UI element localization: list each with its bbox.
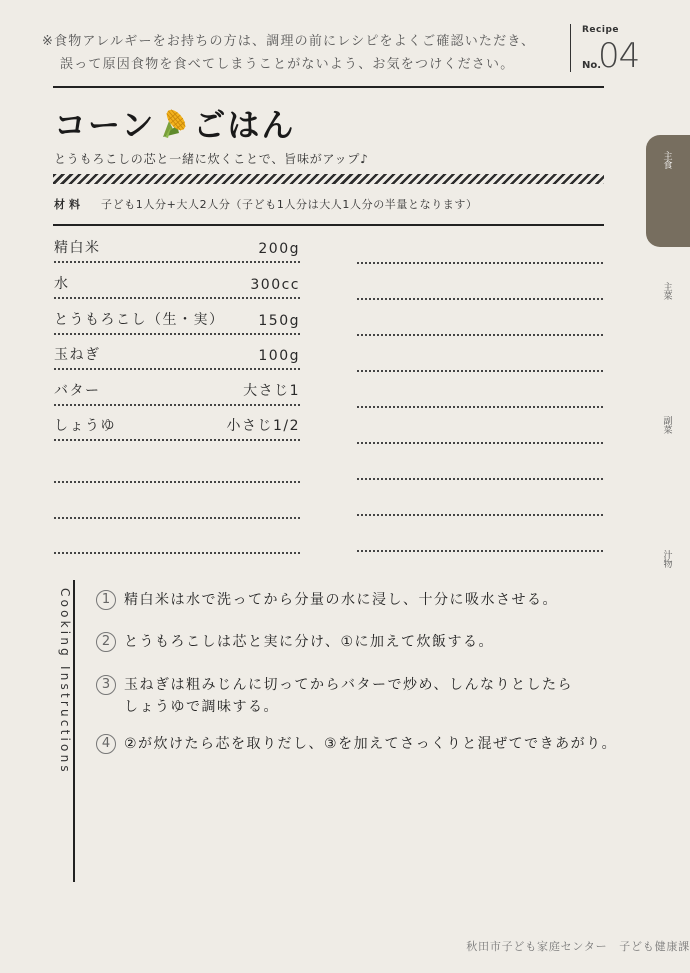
step-text: とうもろこしは芯と実に分け、①に加えて炊飯する。	[124, 634, 494, 650]
ingredients-rule	[53, 224, 604, 226]
ingredient-row-empty	[357, 369, 603, 372]
ingredient-row-empty	[54, 457, 300, 483]
allergy-notice	[42, 30, 562, 76]
tab-fukusai[interactable]	[656, 416, 676, 434]
ingredient-row-empty	[54, 528, 300, 554]
ingredient-row-empty	[54, 493, 300, 519]
recipe-subtitle: とうもろこしの芯と一緒に炊くことで、旨味がアップ♪	[54, 152, 369, 166]
tab-label: 主菜	[661, 282, 672, 300]
ingredient-row	[54, 273, 300, 299]
tab-label: 汁物	[661, 550, 672, 568]
tab-shirumono[interactable]	[656, 550, 676, 568]
ingredient-name: しょうゆ	[54, 418, 116, 434]
step-number: 1	[96, 590, 116, 610]
ingredient-name: 水	[54, 276, 70, 292]
ingredients-label: 材料	[54, 198, 84, 211]
ingredient-row-empty	[357, 441, 603, 444]
recipe-title	[54, 100, 295, 146]
corn-icon	[159, 107, 189, 139]
ingredient-row-empty	[357, 405, 603, 408]
step-text: 玉ねぎは粗みじんに切ってからバターで炒め、しんなりとしたら	[124, 677, 573, 693]
ingredient-qty: 小さじ1/2	[226, 418, 300, 434]
ingredient-name: バター	[54, 383, 101, 399]
instructions-bar	[73, 580, 75, 882]
ingredient-qty: 300cc	[250, 277, 300, 293]
tab-label: 副菜	[661, 416, 672, 434]
ingredient-qty: 100g	[258, 348, 300, 364]
ingredient-row	[54, 237, 300, 263]
recipe-no-label: No.	[582, 60, 602, 71]
ingredient-row-empty	[357, 477, 603, 480]
ingredient-row-empty	[357, 297, 603, 300]
step-text: ②が炊けたら芯を取りだし、③を加えてさっくりと混ぜてできあがり。	[124, 736, 618, 752]
recipe-title-part1: コーン	[54, 106, 156, 144]
ingredient-qty: 200g	[258, 241, 300, 257]
header-rule	[53, 86, 604, 88]
cooking-instructions-title: Cooking Instructions	[58, 588, 72, 775]
ingredient-row-empty	[357, 513, 603, 516]
hatch-divider	[53, 174, 604, 184]
step-number: 3	[96, 675, 116, 695]
servings-text: 子ども1人分+大人2人分（子ども1人分は大人1人分の半量となります）	[101, 198, 478, 211]
ingredient-row-empty	[357, 549, 603, 552]
ingredient-name: 精白米	[54, 240, 101, 256]
ingredient-qty: 大さじ1	[243, 383, 300, 399]
recipe-label: Recipe	[582, 25, 620, 35]
tab-label: 主食	[661, 151, 672, 169]
ingredient-row-empty	[357, 333, 603, 336]
footer-credit: 秋田市子ども家庭センター 子ども健康課	[466, 940, 690, 953]
ingredient-row	[54, 344, 300, 370]
ingredient-name: とうもろこし（生・実）	[54, 312, 225, 328]
ingredient-qty: 150g	[258, 313, 300, 329]
recipe-number: 04	[598, 36, 640, 76]
ingredient-name: 玉ねぎ	[54, 347, 101, 363]
tab-shusai[interactable]	[656, 282, 676, 300]
step-number: 4	[96, 734, 116, 754]
tab-shushoku[interactable]	[656, 151, 676, 169]
ingredient-row-empty	[357, 261, 603, 264]
ingredient-row	[54, 415, 300, 441]
allergy-notice-line2: 誤って原因食物を食べてしまうことがないよう、お気をつけください。	[60, 57, 515, 72]
badge-divider	[570, 24, 571, 72]
ingredient-row	[54, 309, 300, 335]
step-text: 精白米は水で洗ってから分量の水に浸し、十分に吸水させる。	[124, 592, 558, 608]
step-text-line2: しょうゆで調味する。	[124, 699, 279, 715]
allergy-notice-line1: ※食物アレルギーをお持ちの方は、調理の前にレシピをよくご確認いただき、	[42, 34, 536, 49]
recipe-title-part2: ごはん	[193, 106, 296, 144]
ingredient-row	[54, 380, 300, 406]
step-number: 2	[96, 632, 116, 652]
